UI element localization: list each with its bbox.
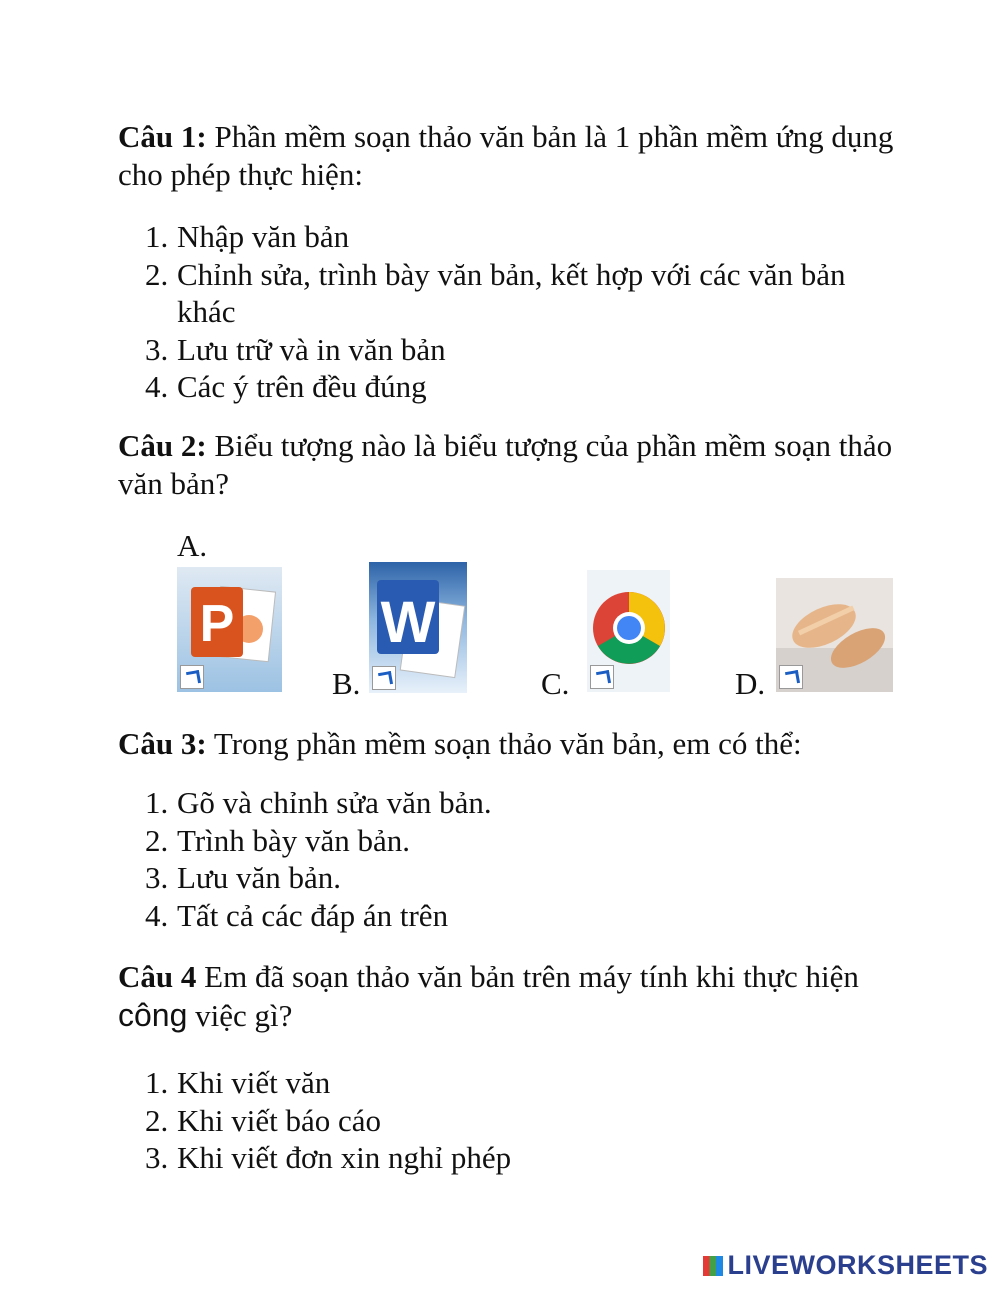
question-1 xyxy=(118,118,918,194)
answer-text: Khi viết đơn xin nghỉ phép xyxy=(177,1140,512,1175)
answer-item[interactable] xyxy=(145,1064,905,1102)
question-text: việc gì? xyxy=(187,998,293,1033)
answer-number: 1. xyxy=(145,785,169,820)
liveworksheets-logo[interactable] xyxy=(703,1250,988,1281)
answer-text: Gõ và chỉnh sửa văn bản. xyxy=(177,785,492,820)
question-text: Trong phần mềm soạn thảo văn bản, em có thể: xyxy=(206,726,802,761)
shortcut-arrow-icon xyxy=(779,665,803,689)
question-label: Câu 1: xyxy=(118,119,207,154)
svg-text:W: W xyxy=(380,590,436,655)
answer-number: 4. xyxy=(145,897,169,933)
shortcut-arrow-icon xyxy=(372,666,396,690)
answer-item[interactable] xyxy=(145,331,905,369)
question-label: Câu 4 xyxy=(118,959,197,994)
answer-text: Tất cả các đáp án trên xyxy=(177,897,449,933)
answer-number: 2. xyxy=(145,1102,169,1138)
question-text: Biểu tượng nào là biểu tượng của phần mềm soạn thảo văn bản? xyxy=(118,428,893,501)
option-b-label[interactable]: B. xyxy=(332,666,361,701)
answer-item[interactable] xyxy=(145,256,905,331)
answer-number: 2. xyxy=(145,256,169,292)
answer-text: Trình bày văn bản. xyxy=(177,822,411,858)
liveworksheets-mark-icon xyxy=(703,1256,723,1276)
question-text: Em đã soạn thảo văn bản trên máy tính khi thực hiện xyxy=(196,959,859,994)
question-text: Phần mềm soạn thảo văn bản là 1 phần mềm ứng dụng cho phép thực hiện: xyxy=(118,119,894,192)
answer-text: Lưu văn bản. xyxy=(177,860,342,895)
option-d-label[interactable]: D. xyxy=(735,666,766,701)
answer-item[interactable] xyxy=(145,859,905,897)
answer-text: Khi viết báo cáo xyxy=(177,1102,382,1138)
powerpoint-icon[interactable] xyxy=(177,567,282,692)
answer-number: 3. xyxy=(145,860,169,895)
svg-text:P: P xyxy=(199,595,235,653)
option-a-label[interactable]: A. xyxy=(177,528,208,563)
answer-item[interactable] xyxy=(145,897,905,935)
answer-item[interactable] xyxy=(145,822,905,860)
question-label: Câu 2: xyxy=(118,428,207,463)
answer-item[interactable] xyxy=(145,1102,905,1140)
answer-list-3 xyxy=(145,784,905,934)
answer-text: Nhập văn bản xyxy=(177,219,350,254)
answer-text: Chỉnh sửa, trình bày văn bản, kết hợp với các văn bản khác xyxy=(177,256,846,329)
answer-number: 1. xyxy=(145,1065,169,1100)
question-label: Câu 3: xyxy=(118,726,207,761)
answer-text: Khi viết văn xyxy=(177,1065,331,1100)
typing-hands-icon[interactable] xyxy=(776,578,893,692)
chrome-icon[interactable] xyxy=(587,570,670,692)
option-c-label[interactable]: C. xyxy=(541,666,570,701)
answer-number: 3. xyxy=(145,1140,169,1175)
answer-number: 2. xyxy=(145,822,169,858)
question-4 xyxy=(118,958,918,1035)
answer-text: Lưu trữ và in văn bản xyxy=(177,331,446,367)
answer-text: Các ý trên đều đúng xyxy=(177,369,427,404)
answer-item[interactable] xyxy=(145,1139,905,1177)
answer-item[interactable] xyxy=(145,218,905,256)
answer-number: 3. xyxy=(145,331,169,367)
question-text-word: công xyxy=(118,997,188,1033)
answer-list-4 xyxy=(145,1064,905,1177)
shortcut-arrow-icon xyxy=(590,665,614,689)
answer-list-1 xyxy=(145,218,905,406)
answer-number: 1. xyxy=(145,219,169,254)
brand-name: LIVEWORKSHEETS xyxy=(727,1250,988,1280)
question-3 xyxy=(118,725,918,763)
question-2 xyxy=(118,427,918,503)
answer-item[interactable] xyxy=(145,368,905,406)
shortcut-arrow-icon xyxy=(180,665,204,689)
answer-number: 4. xyxy=(145,369,169,404)
answer-item[interactable] xyxy=(145,784,905,822)
word-icon[interactable] xyxy=(369,562,467,693)
